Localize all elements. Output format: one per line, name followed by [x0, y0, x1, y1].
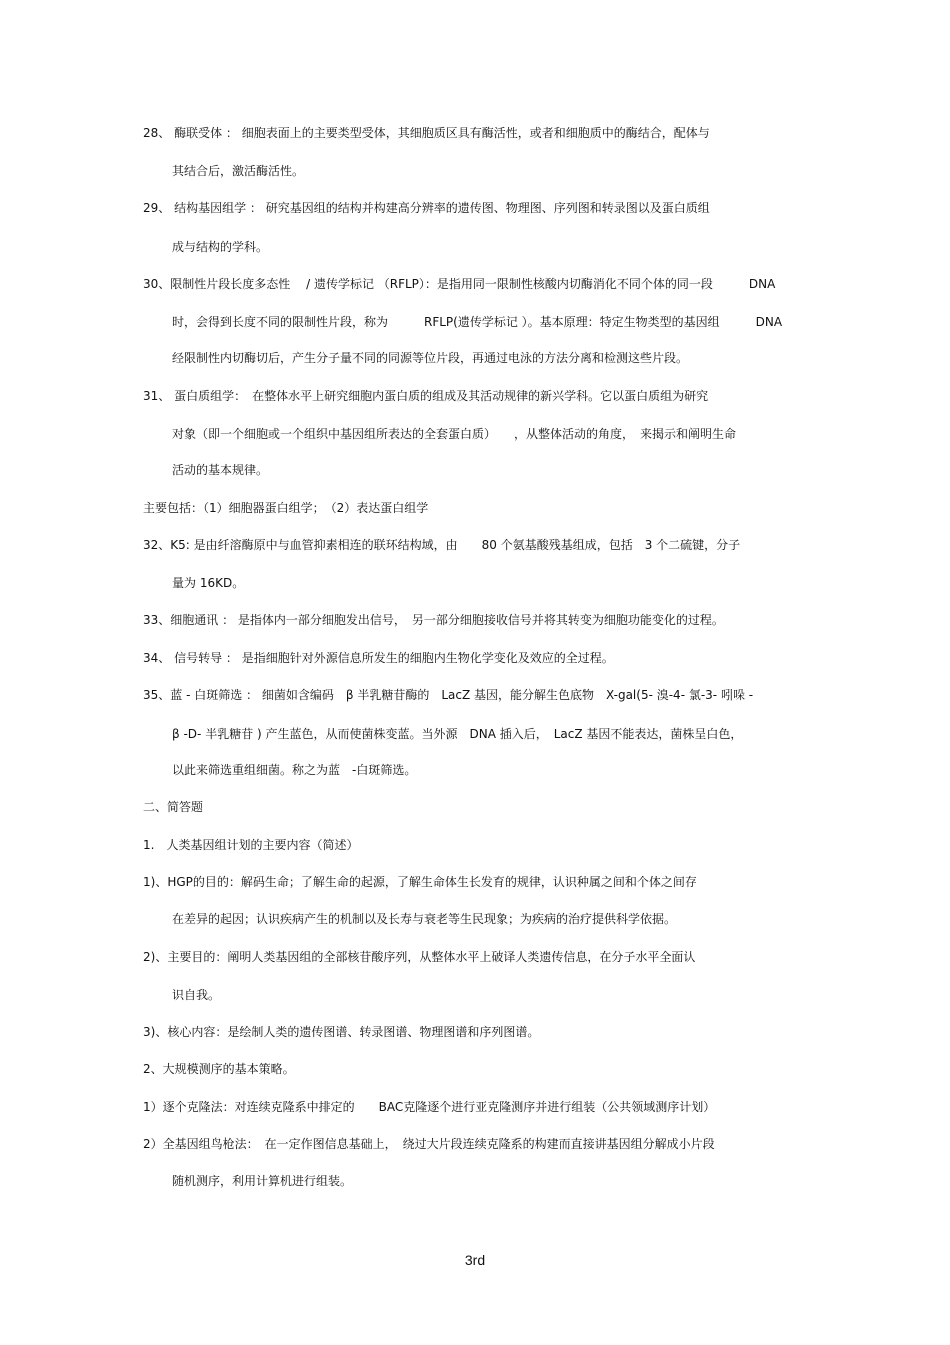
- text-line: 时，会得到长度不同的限制性片段，称为 RFLP(遗传学标记 ）。基本原理：特定生物类型的基因组 DNA: [172, 315, 783, 329]
- text-line: 成与结构的学科。: [172, 240, 269, 254]
- text-line: 28、 酶联受体 ： 细胞表面上的主要类型受体，其细胞质区具有酶活性，或者和细胞质中的酶结合，配体与: [143, 126, 710, 140]
- text-line: 对象（即一个细胞或一个组织中基因组所表达的全套蛋白质） ，从整体活动的角度， 来揭示和阐明生命: [172, 427, 737, 441]
- text-line: 3)、核心内容：是绘制人类的遗传图谱、转录图谱、物理图谱和序列图谱。: [143, 1025, 540, 1039]
- text-line: 其结合后，激活酶活性。: [172, 164, 305, 178]
- text-line: 2）全基因组鸟枪法： 在一定作图信息基础上， 绕过大片段连续克隆系的构建而直接讲基因组分解成小片段: [143, 1137, 715, 1151]
- text-line: 1. 人类基因组计划的主要内容（简述）: [143, 838, 359, 852]
- text-line: 识自我。: [172, 988, 221, 1002]
- text-line: 33、细胞通讯 ： 是指体内一部分细胞发出信号， 另一部分细胞接收信号并将其转变为细胞功能变化的过程。: [143, 613, 724, 627]
- text-line: 2、大规模测序的基本策略。: [143, 1062, 295, 1076]
- text-line: 1）逐个克隆法：对连续克隆系中排定的 BAC克隆逐个进行亚克隆测序并进行组装（公共领域测序计划）: [143, 1100, 716, 1114]
- text-line: 随机测序，利用计算机进行组装。: [172, 1174, 353, 1188]
- text-line: 以此来筛选重组细菌。称之为蓝 -白斑筛选。: [172, 763, 417, 777]
- text-line: 32、K5: 是由纤溶酶原中与血管抑素相连的联环结构域，由 80 个氨基酸残基组成，包括 3 个二硫键，分子: [143, 538, 741, 552]
- text-line: 35、蓝 - 白斑筛选 ： 细菌如含编码 β 半乳糖苷酶的 LacZ 基因，能分解生色底物 X-gal(5- 溴-4- 氯-3- 吲哚 -: [143, 688, 754, 702]
- text-line: 34、 信号转导 ： 是指细胞针对外源信息所发生的细胞内生物化学变化及效应的全过程。: [143, 651, 614, 665]
- text-line: 活动的基本规律。: [172, 463, 269, 477]
- section-heading: 二、简答题: [143, 800, 204, 814]
- text-line: 29、 结构基因组学 ： 研究基因组的结构并构建高分辨率的遗传图、物理图、序列图和转录图以及蛋白质组: [143, 201, 710, 215]
- text-line: 在差异的起因；认识疾病产生的机制以及长寿与衰老等生民现象；为疾病的治疗提供科学依据。: [172, 912, 677, 926]
- text-line: 量为 16KD。: [172, 576, 245, 590]
- text-line: 2)、主要目的：阐明人类基因组的全部核苷酸序列，从整体水平上破译人类遗传信息，在分子水平全面认: [143, 950, 696, 964]
- text-line: 主要包括：（1）细胞器蛋白组学； （2）表达蛋白组学: [143, 501, 429, 515]
- text-line: 30、限制性片段长度多态性 / 遗传学标记 （RFLP）：是指用同一限制性核酸内切酶消化不同个体的同一段 DNA: [143, 277, 776, 291]
- text-line: 经限制性内切酶切后，产生分子量不同的同源等位片段，再通过电泳的方法分离和检测这些片段。: [172, 351, 689, 365]
- text-line: 1)、HGP的目的：解码生命；了解生命的起源，了解生命体生长发育的规律，认识种属之间和个体之间存: [143, 875, 697, 889]
- page-number: 3rd: [464, 1252, 486, 1268]
- text-line: β -D- 半乳糖苷 ) 产生蓝色，从而使菌株变蓝。当外源 DNA 插入后， LacZ 基因不能表达，菌株呈白色，: [172, 727, 743, 741]
- text-line: 31、 蛋白质组学： 在整体水平上研究细胞内蛋白质的组成及其活动规律的新兴学科。它以蛋白质组为研究: [143, 389, 709, 403]
